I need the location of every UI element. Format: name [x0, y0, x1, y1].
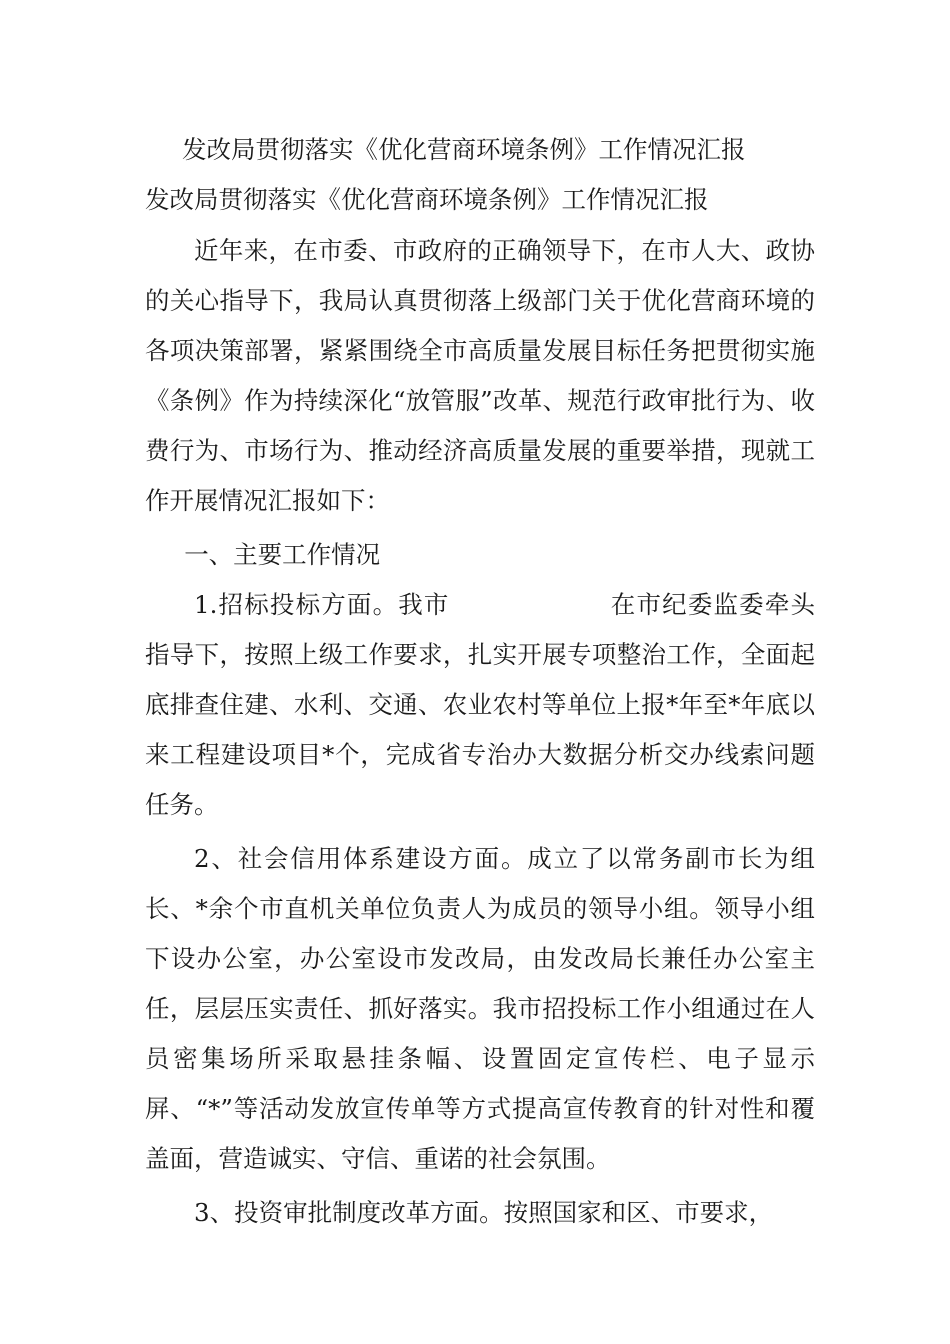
document-body — [145, 226, 815, 1238]
document-subtitle: 发改局贯彻落实《优化营商环境条例》工作情况汇报 — [145, 185, 709, 214]
paragraph-bidding — [145, 580, 815, 830]
section-heading: 一、主要工作情况 — [184, 540, 381, 569]
document-title: 发改局贯彻落实《优化营商环境条例》工作情况汇报 — [182, 135, 746, 164]
intro-paragraph: 近年来，在市委、市政府的正确领导下，在市人大、政协的关心指导下，我局认真贯彻落上级部门关于优化营商环境的各项决策部署，紧紧围绕全市高质量发展目标任务把贯彻实施《条例》作为持续深化“放管服”改革、规范行政审批行为、收费行为、市场行为、推动经济高质量发展的重要举措，现就工作开展情况汇报如下： — [145, 236, 815, 515]
paragraph-investment-approval: 3、投资审批制度改革方面。按照国家和区、市要求， — [194, 1198, 774, 1227]
paragraph-bidding-lead: 1.招标投标方面。我市 — [194, 590, 450, 619]
paragraph-credit-system: 2、社会信用体系建设方面。成立了以常务副市长为组长、*余个市直机关单位负责人为成员的领导小组。领导小组下设办公室，办公室设市发改局，由发改局长兼任办公室主任，层层压实责任、抓好落实。我市招投标工作小组通过在人员密集场所采取悬挂条幅、设置固定宣传栏、电子显示屏、“*”等活动发放宣传单等方式提高宣传教育的针对性和覆盖面，营造诚实、守信、重诺的社会氛围。 — [145, 844, 815, 1173]
paragraph-bidding-body: 在市纪委监委牵头指导下，按照上级工作要求，扎实开展专项整治工作，全面起底排查住建、水利、交通、农业农村等单位上报*年至*年底以来工程建设项目*个，完成省专治办大数据分析交办线索问题任务。 — [145, 590, 816, 819]
